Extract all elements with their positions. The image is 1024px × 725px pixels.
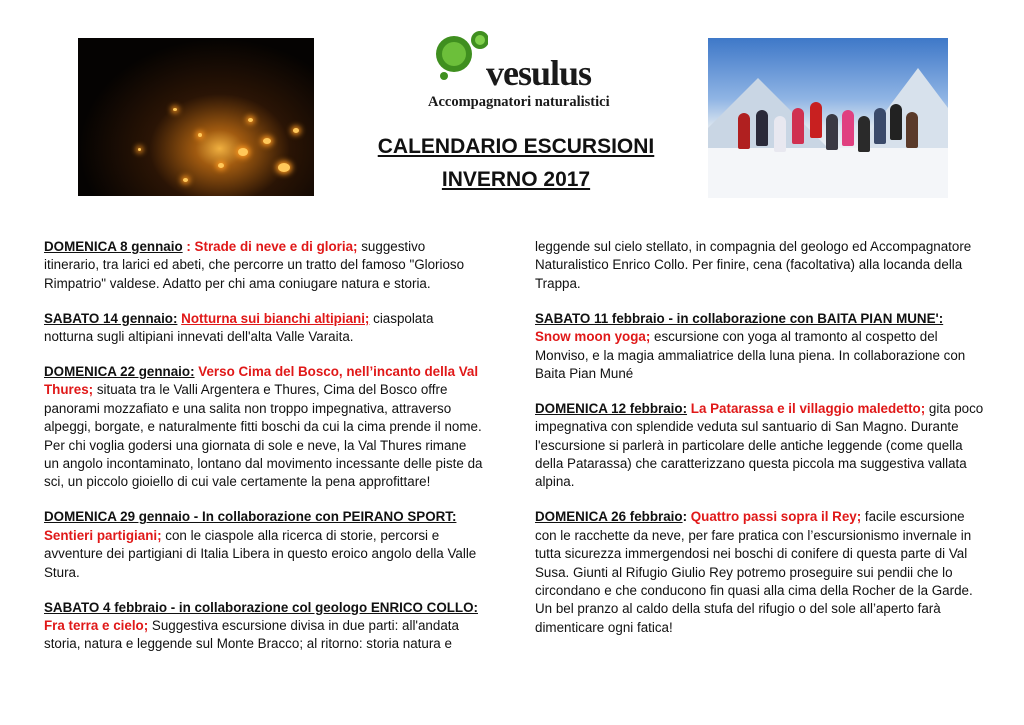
leaf-logo-icon [428, 30, 488, 90]
event-date: DOMENICA 12 febbraio: [535, 400, 688, 416]
event-sep: : [182, 239, 195, 254]
event-title: Quattro passi sopra il Rey; [690, 509, 862, 525]
logo-brand: vesulus [486, 53, 592, 93]
event-entry [535, 310, 985, 384]
event-entry [44, 363, 484, 492]
event-date: SABATO 14 gennaio: [44, 310, 178, 326]
event-title: Strade di neve e di gloria; [194, 239, 358, 254]
event-entry [44, 599, 484, 654]
event-date: DOMENICA 22 gennaio: [44, 364, 195, 380]
event-description: gita poco impegnativa con splendide veduta sul santuario di San Magno. Durante l'escursione si parlerà in particolare delle antiche leggende (come quella della Patarassa) che caratterizzano questa piccola ma suggestiva vallata alpina. [535, 400, 984, 490]
event-title: La Patarassa e il villaggio maledetto; [690, 400, 926, 416]
event-date: SABATO 4 febbraio - in collaborazione col geologo ENRICO COLLO: [44, 599, 478, 615]
night-landscape-photo [78, 38, 314, 196]
event-date: DOMENICA 26 febbraio [535, 509, 683, 525]
event-description: suggestivo itinerario, tra larici ed abeti, che percorre un tratto del famoso "Glorioso Rimpatrio" valdese. Adatto per chi ama coniugare natura e storia. [44, 239, 465, 291]
event-title: Fra terra e cielo; [44, 617, 149, 633]
event-entry [535, 508, 985, 637]
event-date: DOMENICA 8 gennaio [44, 239, 183, 254]
event-date: SABATO 11 febbraio - in collaborazione con BAITA PIAN MUNE': [535, 310, 944, 326]
event-entry [44, 238, 484, 293]
page-title [365, 130, 667, 196]
event-description: situata tra le Valli Argentera e Thures, Cima del Bosco offre panorami mozzafiato e una salita non troppo impegnativa, attraverso alpeggi, borgate, e naturalmente fitti boschi da cui la cima prende il nome. Per chi voglia godersi una giornata di sole e neve, la Val Thures rimane un angolo incontaminato, lontano dal movimento incessante delle piste da sci, un piccolo gioiello di cui vale certamente la pena approfittare! [44, 382, 483, 490]
event-date: DOMENICA 29 gennaio - In collaborazione con PEIRANO SPORT: [44, 509, 457, 525]
event-description: Suggestiva escursione divisa in due parti: all'andata storia, natura e leggende sul Monte Bracco; al ritorno: storia natura e [44, 617, 459, 652]
event-description: leggende sul cielo stellato, in compagnia del geologo ed Accompagnatore Naturalistico Enrico Collo. Per finire, cena (facoltativa) alla locanda della Trappa. [535, 239, 972, 291]
snow-group-photo [708, 38, 948, 198]
event-entry-continued [535, 238, 985, 293]
event-description: facile escursione con le racchette da neve, per fare pratica con l’escursionismo invernale in tutta sicurezza immergendosi nei boschi di conifere di questa parte di Val Susa. Giunti al Rifugio Giulio Rey potremo proseguire sui pendii che lo circondano e che conducono fin quasi alla cima della Rocher de la Garde. Un bel pranzo al caldo della stufa del rifugio o del sole all’aperto farà dimenticare ogni fatica! [535, 509, 973, 635]
right-column [535, 238, 985, 654]
left-column [44, 238, 484, 670]
event-title: Notturna sui bianchi altipiani; [181, 310, 370, 326]
event-title: Verso Cima del Bosco, nell’incanto della Val Thures; [44, 364, 479, 398]
title-line-2: INVERNO 2017 [441, 168, 591, 191]
event-description: ciaspolata notturna sugli altipiani innevati dell'alta Valle Varaita. [44, 310, 434, 345]
logo-tagline: Accompagnatori naturalistici [428, 94, 610, 110]
event-entry [535, 400, 985, 492]
event-entry [44, 310, 484, 347]
event-title: Sentieri partigiani; [44, 527, 162, 543]
event-title: Snow moon yoga; [535, 329, 651, 345]
event-entry [44, 508, 484, 582]
title-line-1: CALENDARIO ESCURSIONI [377, 135, 655, 158]
event-description: con le ciaspole alla ricerca di storie, percorsi e avventure dei partigiani di Italia Libera in questo eroico angolo della Valle Stura. [44, 527, 477, 580]
vesulus-logo [428, 30, 608, 120]
event-sep: : [682, 509, 691, 525]
event-description: escursione con yoga al tramonto al cospetto del Monviso, e la magia ammaliatrice della luna piena. In collaborazione con Baita Pian Muné [535, 329, 966, 381]
